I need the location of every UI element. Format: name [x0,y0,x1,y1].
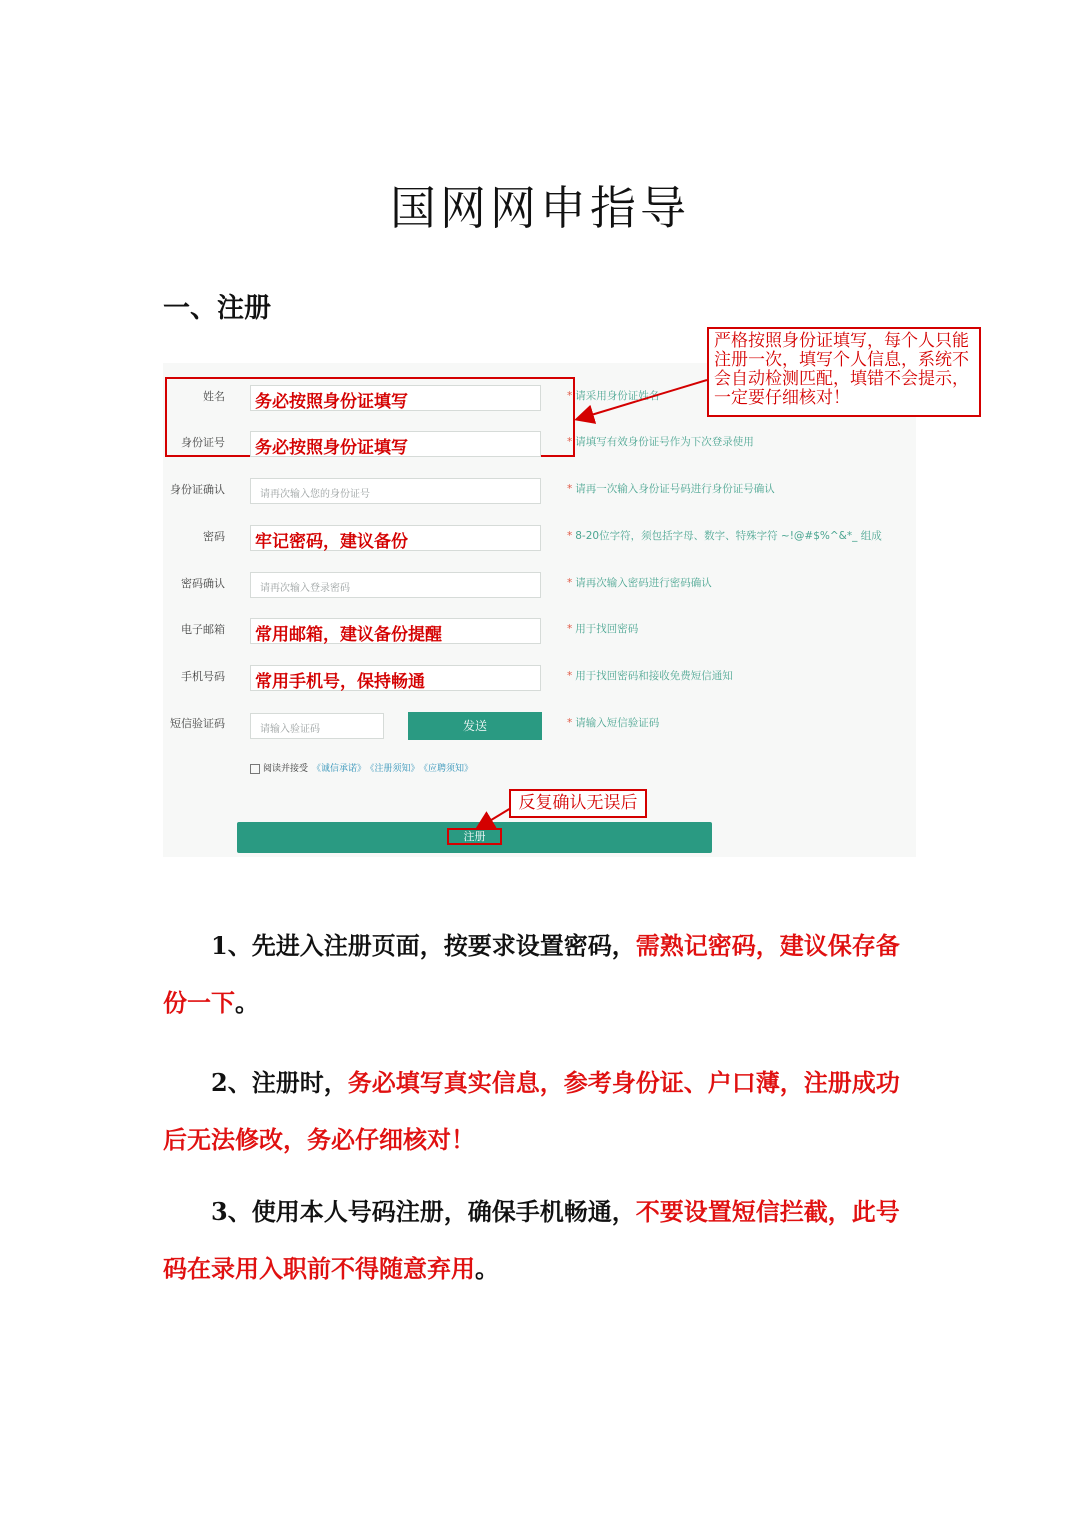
phone-hint: * 用于找回密码和接收免费短信通知 [567,670,733,682]
send-code-button[interactable]: 发送 [408,712,542,740]
email-annotation: 常用邮箱，建议备份提醒 [255,625,442,645]
page-title: 国网网申指导 [390,181,690,235]
agree-text: 阅读并接受 [263,764,309,774]
id-number-hint: * 请填写有效身份证号作为下次登录使用 [567,436,754,448]
id-confirm-label: 身份证确认 [170,483,225,496]
password-confirm-placeholder: 请再次输入登录密码 [260,583,350,594]
name-label: 姓名 [203,390,225,403]
registration-notice-link[interactable]: 《注册须知》 [370,764,420,774]
name-annotation: 务必按照身份证填写 [255,392,408,412]
email-hint: * 用于找回密码 [567,623,639,635]
name-hint: * 请采用身份证姓名 [567,390,660,402]
arrow-to-id-fields [578,380,707,419]
register-button-label: 注册 [447,828,502,845]
id-number-label: 身份证号 [181,436,225,449]
confirm-note: 反复确认无误后 [509,789,647,818]
phone-annotation: 常用手机号，保持畅通 [255,672,425,692]
instruction-3: 3、使用本人号码注册，确保手机畅通，不要设置短信拦截，此号码在录用入职前不得随意弃用。 [163,1197,900,1283]
password-confirm-hint: * 请再次输入密码进行密码确认 [567,577,712,589]
password-annotation: 牢记密码，建议备份 [255,532,408,552]
id-warning-note: 严格按照身份证填写，每个人只能注册一次，填写个人信息，系统不会自动检测匹配，填错不会提示，一定要仔细核对！ [707,327,981,417]
integrity-pledge-link[interactable]: 《诚信承诺》 [312,764,367,774]
password-label: 密码 [203,530,225,543]
email-label: 电子邮箱 [181,623,225,636]
id-confirm-hint: * 请再一次输入身份证号码进行身份证号确认 [567,483,775,495]
id-number-annotation: 务必按照身份证填写 [255,438,408,458]
section-heading: 一、注册 [163,293,271,324]
password-confirm-label: 密码确认 [181,577,225,590]
phone-label: 手机号码 [181,670,225,683]
sms-code-hint: * 请输入短信验证码 [567,717,660,729]
application-notice-link[interactable]: 《应聘须知》 [423,764,474,774]
id-confirm-placeholder: 请再次输入您的身份证号 [260,489,370,500]
instruction-2: 2、注册时，务必填写真实信息，参考身份证、户口薄，注册成功后无法修改，务必仔细核对！ [163,1068,900,1154]
arrow-to-register [478,808,511,828]
sms-code-label: 短信验证码 [170,717,225,730]
instruction-1: 1、先进入注册页面，按要求设置密码，需熟记密码，建议保存备份一下。 [163,931,900,1017]
sms-code-placeholder: 请输入验证码 [260,724,320,735]
password-hint: * 8-20位字符，须包括字母、数字、特殊字符 ~!@#$%^&*_ 组成 [567,530,882,542]
